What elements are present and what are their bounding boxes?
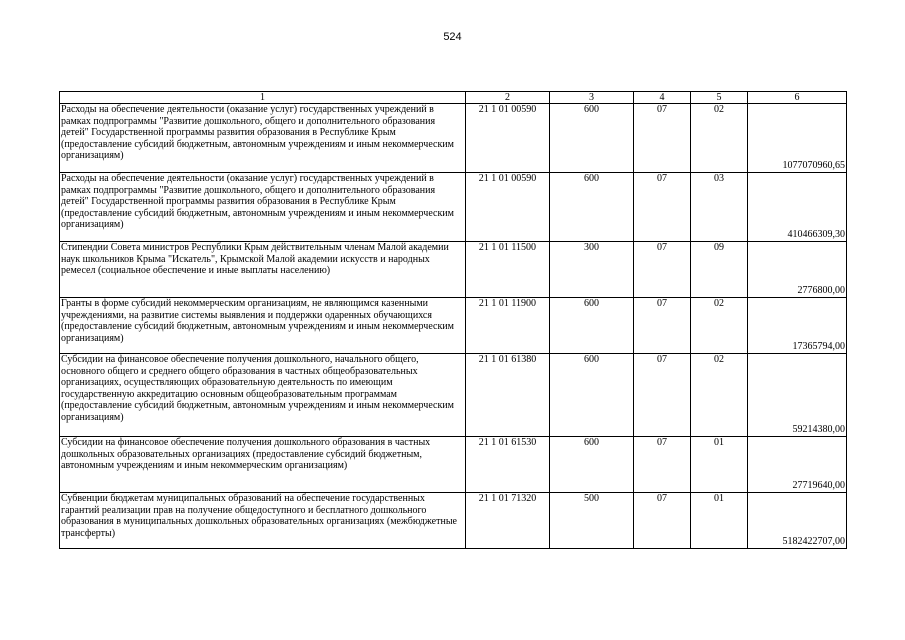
row-amount: 5182422707,00 <box>748 493 847 549</box>
row-description: Субсидии на финансовое обеспечение получения дошкольного, начального общего, основного общего и среднего общего образования в частных общеобразовательных организациях, осуществляющих образовательную деятельность по имеющим государственную аккредитацию основным общеобразовательным программам (предоставление субсидий бюджетным, автономным учреждениям и иным некоммерческим организациям) <box>60 354 466 437</box>
row-section: 07 <box>634 298 691 354</box>
row-amount: 59214380,00 <box>748 354 847 437</box>
row-section: 07 <box>634 354 691 437</box>
row-subsection: 02 <box>691 104 748 173</box>
row-section: 07 <box>634 437 691 493</box>
row-target-code: 21 1 01 71320 <box>466 493 550 549</box>
row-expense-type: 500 <box>550 493 634 549</box>
row-expense-type: 600 <box>550 298 634 354</box>
row-section: 07 <box>634 242 691 298</box>
table-row <box>60 437 847 493</box>
row-target-code: 21 1 01 11900 <box>466 298 550 354</box>
header-col-3: 3 <box>550 92 634 104</box>
row-amount: 17365794,00 <box>748 298 847 354</box>
row-target-code: 21 1 01 11500 <box>466 242 550 298</box>
header-col-4: 4 <box>634 92 691 104</box>
row-subsection: 02 <box>691 354 748 437</box>
row-description: Субвенции бюджетам муниципальных образований на обеспечение государственных гарантий реализации прав на получение общедоступного и бесплатного дошкольного образования в муниципальных дошкольных образовательных организациях (межбюджетные трансферты) <box>60 493 466 549</box>
row-section: 07 <box>634 173 691 242</box>
row-description: Расходы на обеспечение деятельности (оказание услуг) государственных учреждений в рамках подпрограммы "Развитие дошкольного, общего и дополнительного образования детей" Государственной программы развития образования в Республике Крым (предоставление субсидий бюджетным, автономным учреждениям и иным некоммерческим организациям) <box>60 104 466 173</box>
row-description: Субсидии на финансовое обеспечение получения дошкольного образования в частных дошкольных образовательных организациях (предоставление субсидий бюджетным, автономным учреждениям и иным некоммерческим организациям) <box>60 437 466 493</box>
row-expense-type: 600 <box>550 104 634 173</box>
row-target-code: 21 1 01 00590 <box>466 173 550 242</box>
row-expense-type: 600 <box>550 173 634 242</box>
row-target-code: 21 1 01 00590 <box>466 104 550 173</box>
row-target-code: 21 1 01 61530 <box>466 437 550 493</box>
row-section: 07 <box>634 493 691 549</box>
row-expense-type: 300 <box>550 242 634 298</box>
row-amount: 410466309,30 <box>748 173 847 242</box>
row-amount: 2776800,00 <box>748 242 847 298</box>
table-row <box>60 493 847 549</box>
header-row <box>60 92 847 104</box>
row-subsection: 03 <box>691 173 748 242</box>
table-row <box>60 104 847 173</box>
row-amount: 1077070960,65 <box>748 104 847 173</box>
table-body <box>60 104 847 549</box>
row-subsection: 09 <box>691 242 748 298</box>
row-target-code: 21 1 01 61380 <box>466 354 550 437</box>
row-expense-type: 600 <box>550 437 634 493</box>
table-row <box>60 242 847 298</box>
row-subsection: 01 <box>691 493 748 549</box>
row-description: Гранты в форме субсидий некоммерческим организациям, не являющимся казенными учреждениями, на развитие системы выявления и поддержки одаренных обучающихся (предоставление субсидий бюджетным, автономным учреждениям и иным некоммерческим организациям) <box>60 298 466 354</box>
row-subsection: 01 <box>691 437 748 493</box>
row-section: 07 <box>634 104 691 173</box>
row-description: Расходы на обеспечение деятельности (оказание услуг) государственных учреждений в рамках подпрограммы "Развитие дошкольного, общего и дополнительного образования детей" Государственной программы развития образования в Республике Крым (предоставление субсидий бюджетным, автономным учреждениям и иным некоммерческим организациям) <box>60 173 466 242</box>
header-col-6: 6 <box>748 92 847 104</box>
header-col-5: 5 <box>691 92 748 104</box>
row-amount: 27719640,00 <box>748 437 847 493</box>
page-number: 524 <box>443 31 462 43</box>
row-expense-type: 600 <box>550 354 634 437</box>
table-row <box>60 173 847 242</box>
table-header <box>60 92 847 104</box>
budget-table <box>59 91 847 549</box>
table-row <box>60 354 847 437</box>
row-description: Стипендии Совета министров Республики Крым действительным членам Малой академии наук школьников Крыма "Искатель", Крымской Малой академии искусств и народных ремесел (социальное обеспечение и иные выплаты населению) <box>60 242 466 298</box>
header-col-1: 1 <box>60 92 466 104</box>
row-subsection: 02 <box>691 298 748 354</box>
table-row <box>60 298 847 354</box>
header-col-2: 2 <box>466 92 550 104</box>
